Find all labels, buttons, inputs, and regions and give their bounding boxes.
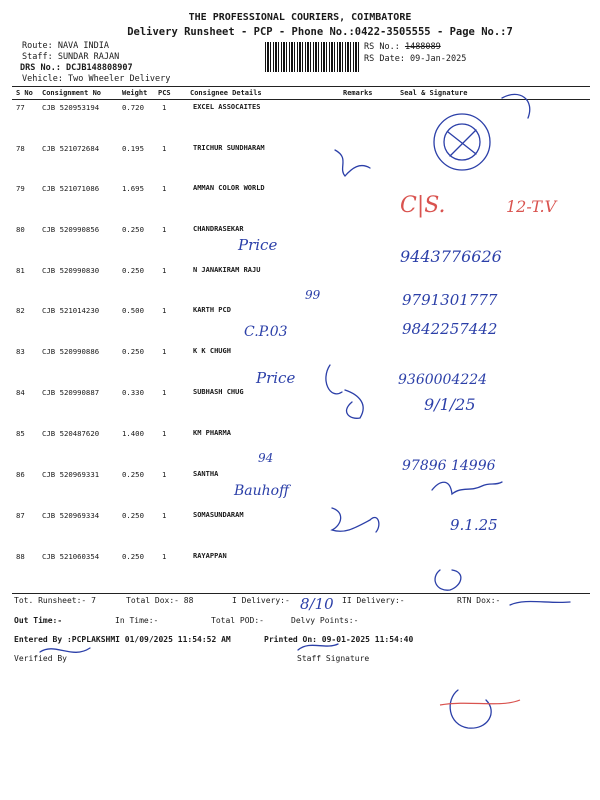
table-row <box>0 388 600 400</box>
row-weight: 0.250 <box>122 511 144 520</box>
row-weight: 0.250 <box>122 266 144 275</box>
row-pcs: 1 <box>162 429 167 438</box>
row-sno: 82 <box>16 306 25 315</box>
col-consignee: Consignee Details <box>190 89 262 97</box>
col-seal-signature: Seal & Signature <box>400 89 468 97</box>
entered-by: Entered By :PCPLAKSHMI 01/09/2025 11:54:52 AM <box>14 635 231 644</box>
row-weight: 0.195 <box>122 144 144 153</box>
row-consignment: CJB 520990856 <box>42 225 100 234</box>
route: Route: NAVA INDIA <box>22 41 109 51</box>
delvy-points: Delvy Points:- <box>291 616 359 625</box>
table-row <box>0 103 600 115</box>
row-consignee: KARTH PCD <box>193 306 231 314</box>
hw-r84-a: 9/1/25 <box>424 395 476 414</box>
row-consignment: CJB 520990886 <box>42 347 100 356</box>
table-row <box>0 429 600 441</box>
total-dox: Total Dox:- 88 <box>126 596 194 605</box>
rtn-dox: RTN Dox:- <box>457 596 501 605</box>
bottom-stamp <box>450 690 491 728</box>
in-time: In Time:- <box>115 616 159 625</box>
ii-delivery: II Delivery:- <box>342 596 405 605</box>
row-consignment: CJB 521060354 <box>42 552 100 561</box>
hw-r86-b: 97896 14996 <box>402 458 496 474</box>
hw-r82-a: C.P.03 <box>244 324 288 340</box>
row-weight: 1.695 <box>122 184 144 193</box>
row-consignee: SOMASUNDARAM <box>193 511 244 519</box>
hw-r83-a: Price <box>256 369 296 387</box>
row-pcs: 1 <box>162 144 167 153</box>
hw-delivered-count: 8/10 <box>300 595 334 613</box>
i-delivery: I Delivery:- <box>232 596 290 605</box>
table-row <box>0 144 600 156</box>
rtn-dox-stroke <box>510 601 570 605</box>
row-pcs: 1 <box>162 225 167 234</box>
rs-date: RS Date: 09-Jan-2025 <box>364 54 467 64</box>
hw-r85-a: 94 <box>258 451 274 465</box>
row-consignee: SANTHA <box>193 470 219 478</box>
row-sno: 84 <box>16 388 25 397</box>
row-consignee: K K CHUGH <box>193 347 231 355</box>
table-row <box>0 225 600 237</box>
row-consignee: SUBHASH CHUG <box>193 388 244 396</box>
row-consignment: CJB 520487620 <box>42 429 100 438</box>
hw-r87-a: 9.1.25 <box>450 516 498 534</box>
row-consignment: CJB 520990830 <box>42 266 100 275</box>
table-row <box>0 266 600 278</box>
row-pcs: 1 <box>162 511 167 520</box>
rs-no-value: 1488089 <box>404 42 441 52</box>
row-consignee: EXCEL ASSOCAITES <box>193 103 261 111</box>
verified-by: Verified By <box>14 654 67 663</box>
hw-r82-b: 9842257442 <box>402 320 498 338</box>
hw-r80-b: 9443776626 <box>400 247 502 266</box>
hw-r80-a: Price <box>238 236 278 254</box>
row-sno: 83 <box>16 347 25 356</box>
rs-number <box>364 41 441 53</box>
col-pcs: PCS <box>158 89 171 97</box>
row-consignment: CJB 521072684 <box>42 144 100 153</box>
row-88-signature <box>435 570 461 590</box>
row-pcs: 1 <box>162 306 167 315</box>
col-weight: Weight <box>122 89 148 97</box>
total-pod: Total POD:- <box>211 616 264 625</box>
printed-on: Printed On: 09-01-2025 11:54:40 <box>264 635 414 644</box>
row-sno: 78 <box>16 144 25 153</box>
row-weight: 0.500 <box>122 306 144 315</box>
tot-runsheet: Tot. Runsheet:- 7 <box>14 596 96 605</box>
row-consignment: CJB 520969331 <box>42 470 100 479</box>
row-consignee: N JANAKIRAM RAJU <box>193 266 261 274</box>
header-rule-top <box>12 86 590 87</box>
runsheet-title: Delivery Runsheet - PCP - Phone No.:0422-3505555 - Page No.:7 <box>127 26 513 38</box>
table-row <box>0 552 600 564</box>
staff: Staff: SUNDAR RAJAN <box>22 52 120 62</box>
table-row <box>0 184 600 196</box>
table-row <box>0 306 600 318</box>
table-row <box>0 470 600 482</box>
row-weight: 0.250 <box>122 347 144 356</box>
row-sno: 79 <box>16 184 25 193</box>
row-sno: 81 <box>16 266 25 275</box>
staff-signature: Staff Signature <box>297 654 370 663</box>
col-remarks: Remarks <box>343 89 373 97</box>
row-consignee: TRICHUR SUNDHARAM <box>193 144 265 152</box>
hw-r79-a: 12-T.V <box>506 197 557 216</box>
hw-r79-cs: C|S. <box>400 193 446 218</box>
row-sno: 86 <box>16 470 25 479</box>
table-row <box>0 511 600 523</box>
row-weight: 0.330 <box>122 388 144 397</box>
company-title: THE PROFESSIONAL COURIERS, COIMBATORE <box>188 12 412 23</box>
row-86-signature <box>432 482 502 494</box>
staff-signature-scribble <box>298 644 338 650</box>
out-time: Out Time:- <box>14 616 63 625</box>
hw-r86-a: Bauhoff <box>234 483 290 499</box>
red-ink-stroke <box>440 700 520 705</box>
row-consignment: CJB 520969334 <box>42 511 100 520</box>
row-pcs: 1 <box>162 388 167 397</box>
header-rule-bottom <box>12 99 590 100</box>
row-weight: 0.250 <box>122 470 144 479</box>
row-sno: 87 <box>16 511 25 520</box>
row-consignee: CHANDRASEKAR <box>193 225 244 233</box>
row-pcs: 1 <box>162 184 167 193</box>
verified-by-scribble <box>40 648 90 652</box>
seal-stamp <box>434 114 490 170</box>
row-sno: 80 <box>16 225 25 234</box>
row-weight: 0.250 <box>122 552 144 561</box>
row-sno: 85 <box>16 429 25 438</box>
table-row <box>0 347 600 359</box>
row-consignee: AMMAN COLOR WORLD <box>193 184 265 192</box>
col-consignment: Consignment No <box>42 89 102 97</box>
table-rule-bottom <box>12 593 590 594</box>
row-consignee: RAYAPPAN <box>193 552 227 560</box>
row-consignee: KM PHARMA <box>193 429 231 437</box>
row-pcs: 1 <box>162 103 167 112</box>
row-consignment: CJB 520990887 <box>42 388 100 397</box>
row-consignment: CJB 520953194 <box>42 103 100 112</box>
row-consignment: CJB 521014230 <box>42 306 100 315</box>
row-weight: 0.250 <box>122 225 144 234</box>
barcode <box>265 42 360 72</box>
row-weight: 0.720 <box>122 103 144 112</box>
row-sno: 88 <box>16 552 25 561</box>
row-pcs: 1 <box>162 266 167 275</box>
rs-no-label: RS No.: <box>364 42 405 52</box>
row-weight: 1.400 <box>122 429 144 438</box>
hw-r81-b: 9791301777 <box>402 291 498 309</box>
row-sno: 77 <box>16 103 25 112</box>
vehicle: Vehicle: Two Wheeler Delivery <box>22 74 171 84</box>
hw-r83-b: 9360004224 <box>398 372 488 388</box>
hw-r81-a: 99 <box>305 288 321 302</box>
row-pcs: 1 <box>162 470 167 479</box>
row-pcs: 1 <box>162 347 167 356</box>
col-sno: S No <box>16 89 33 97</box>
row-consignment: CJB 521071086 <box>42 184 100 193</box>
row-pcs: 1 <box>162 552 167 561</box>
drs-no: DRS No.: DCJB148808907 <box>20 63 133 73</box>
